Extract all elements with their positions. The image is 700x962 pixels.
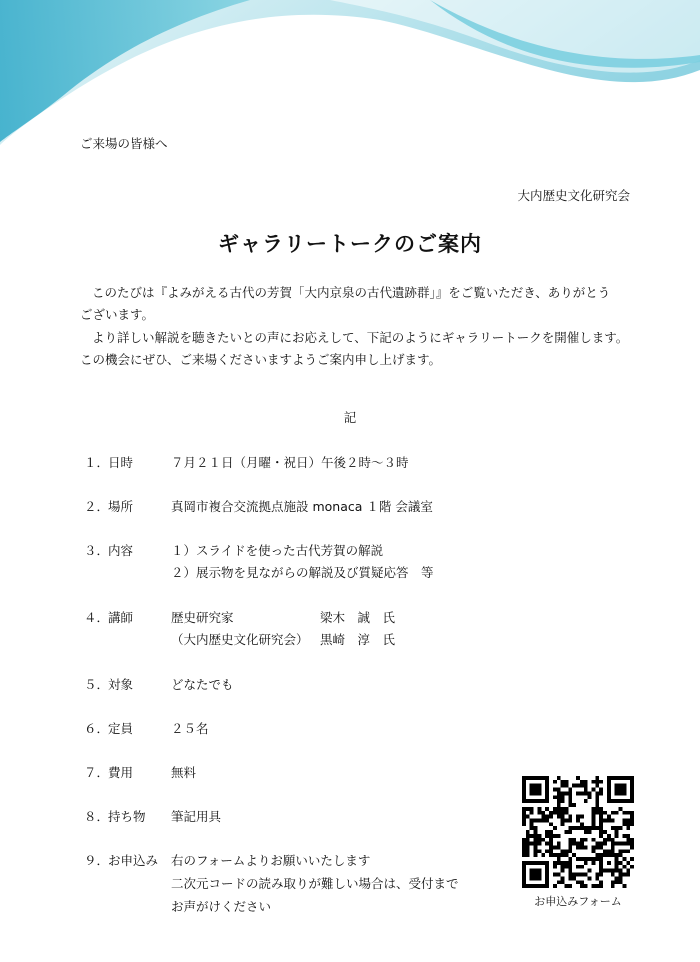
intro-line-4: この機会にぜひ、ご来場くださいますようご案内申し上げます。	[80, 352, 442, 367]
intro-line-3: より詳しい解説を聴きたいとの声にお応えして、下記のようにギャラリートークを開催します。	[92, 330, 629, 345]
item-value-target: どなたでも	[171, 677, 234, 692]
item-label-date: 日時	[108, 455, 134, 470]
lecturer-name-2: 黒崎 淳 氏	[320, 632, 396, 647]
header-wave-decoration	[0, 0, 700, 150]
ki-heading: 記	[343, 410, 357, 425]
intro-line-1: このたびは『よみがえる古代の芳賀「大内京泉の古代遺跡群」』をご覧いただき、ありがとう	[92, 285, 611, 300]
item-value-belongings: 筆記用具	[171, 809, 222, 824]
item-label-belongings: 持ち物	[108, 809, 146, 824]
item-value-capacity: ２５名	[171, 721, 209, 736]
item-label-fee: 費用	[108, 765, 134, 780]
intro-line-2: ございます。	[80, 307, 155, 322]
item-value-content-2: ２）展示物を見ながらの解説及び質疑応答 等	[171, 565, 434, 580]
item-number: ９．	[84, 853, 110, 868]
item-value-fee: 無料	[171, 765, 197, 780]
item-number: ６．	[84, 721, 110, 736]
item-value-place: 真岡市複合交流拠点施設 monaca １階 会議室	[171, 499, 433, 514]
item-label-application: お申込み	[108, 853, 159, 868]
item-value-lecturer-title: 歴史研究家	[171, 610, 234, 625]
item-label-capacity: 定員	[108, 721, 134, 736]
item-value-application-2: 二次元コードの読み取りが難しい場合は、受付まで	[171, 876, 459, 891]
item-number: ５．	[84, 677, 110, 692]
item-number: ４．	[84, 610, 110, 625]
item-number: ７．	[84, 765, 110, 780]
qr-caption: お申込みフォーム	[534, 895, 622, 908]
item-label-lecturer: 講師	[108, 610, 134, 625]
item-number: ３．	[84, 543, 110, 558]
application-form-qr-code[interactable]	[522, 776, 634, 888]
item-label-content: 内容	[108, 543, 134, 558]
lecturer-name-1: 梁木 誠 氏	[320, 610, 396, 625]
page-title: ギャラリートークのご案内	[218, 232, 482, 256]
item-number: １．	[84, 455, 110, 470]
item-label-target: 対象	[108, 677, 134, 692]
item-value-date: ７月２１日（月曜・祝日）午後２時～３時	[171, 455, 409, 470]
item-value-lecturer-org: （大内歴史文化研究会）	[171, 632, 309, 647]
item-number: ８．	[84, 809, 110, 824]
item-label-place: 場所	[108, 499, 134, 514]
greeting: ご来場の皆様へ	[80, 136, 168, 151]
item-number: ２．	[84, 499, 110, 514]
organization-name: 大内歴史文化研究会	[517, 188, 630, 203]
item-value-application-3: お声がけください	[171, 899, 272, 914]
item-value-application-1: 右のフォームよりお願いいたします	[171, 853, 371, 868]
item-value-content-1: １）スライドを使った古代芳賀の解説	[171, 543, 384, 558]
